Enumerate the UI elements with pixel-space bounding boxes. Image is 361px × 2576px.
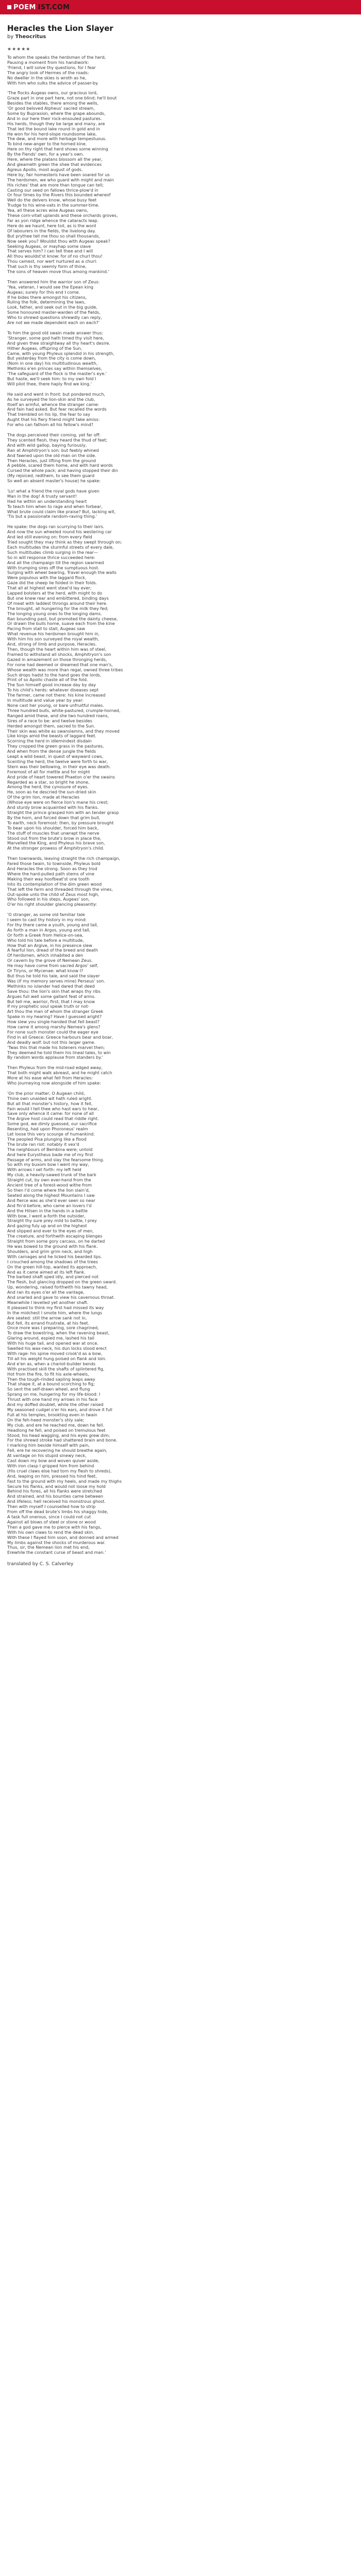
poem-line: The stuff of muscles that unwrapt the nerve: [7, 830, 100, 836]
poem-line: What revenue his herdsmen brought him in,: [7, 631, 100, 637]
poem-line: Regarded as a star, so bright he shone,: [7, 779, 90, 785]
poem-line: To bear upon his shoulder, forced him back,: [7, 825, 99, 831]
poem-line: Out-spoke unto the child of Zeus most high,: [7, 891, 100, 897]
poem-line: I seem to cast thy history in my mind:: [7, 917, 87, 923]
poem-line: And gleameth green the shee that evidences: [7, 162, 102, 167]
poem-line: To earth, neck foremost: then, by pressure brought: [7, 820, 114, 825]
poem-line: 'Yea, veteran, I would see the Epean king: [7, 284, 93, 290]
poem-line: Making their way hoofbeat'st one tooth: [7, 876, 90, 882]
poem-line: He won for his herd-slope roundsome lake,: [7, 131, 97, 137]
poem-line: Some god, we dimly guessed, our sacrifice: [7, 1121, 97, 1127]
poem-line: And deadly wolf: but not this larger game.: [7, 1039, 96, 1045]
poem-line: Are seated: still the arrow sank not in,: [7, 1315, 87, 1320]
poem-line: And gazing fuly up and on the highest: [7, 1223, 87, 1229]
poem-line: Then townwards, leaving straight the rich champaign,: [7, 856, 121, 861]
poem-line: Once more was I preparing, sore chagrined,: [7, 1325, 99, 1331]
poem-line: Are not we made dependent each on each?': [7, 320, 100, 326]
poem-line: Of herdsmen, which inhabited a den: [7, 953, 84, 958]
poem-line: For who can fathom all his fellow's mind?: [7, 422, 93, 428]
poem-line: Among the herd, the cynosure of eyes.: [7, 784, 89, 790]
poem-line: Ran bounding past, but promoted the dainty cheese,: [7, 616, 118, 621]
poem-line: Straight thy sure prey mild to battle, I prey: [7, 1218, 97, 1224]
poem-line: Up, wondering, raised forthwith his tawny head,: [7, 1284, 108, 1290]
poem-line: To bind new-anger to the horned kine.: [7, 141, 87, 147]
logo-square-icon: [7, 5, 11, 9]
poem-line: Seated along the highest Mountains I saw: [7, 1192, 95, 1198]
poem-line: The longing young ones to the longing dams.: [7, 611, 102, 616]
poem-line: But tell me, warrior, first, that I may know: [7, 998, 95, 1004]
poem-line: The barbed shaft sped idly, and pierced not: [7, 1274, 99, 1280]
poem-line: Fell, ere he recovering he should breathe again,: [7, 1448, 108, 1453]
poem-line: To draw the bowstring, when the ravening beast,: [7, 1330, 110, 1336]
poem-line: They scented flesh, they heard the thud of feet;: [7, 437, 108, 443]
poem-line: At vantage on his stupid sinewy neck,: [7, 1453, 87, 1459]
poem-line: Framed to withstand all shocks, Amphitryon's son: [7, 651, 111, 657]
poem-line: My club, a heavily-sawed trunk of the bark: [7, 1172, 96, 1178]
poem-line: The neighbours of Bembina were; untold: [7, 1146, 93, 1152]
poem-line: Behind his fores, all his flanks were stretched: [7, 1488, 102, 1494]
site-header: [0, 0, 361, 14]
poem-line: Swelled his wax-neck, his dun locks stood erect: [7, 1346, 107, 1351]
poem-line: Now seek you? Wouldst thou with Augeas speak?: [7, 238, 110, 244]
poem-line: Ran at Amphitryon's son: but feebly whined: [7, 447, 99, 453]
poem-line: The dogs perceived their coming, yet far off:: [7, 432, 101, 437]
poem-line: Some honoured master-warden of the fields,: [7, 310, 101, 315]
poem-line: With his own claws to rend the dead skin.: [7, 1529, 94, 1535]
poem-line: Of the grim lion, made at Heracles: [7, 794, 80, 800]
poem-line: Far as yon ridge whence the cataracts leap.: [7, 217, 99, 223]
poem-line: Or Tiryns, or Mycenae: what know I?: [7, 968, 84, 974]
poem-line: Thrust with one hand my arrows in his face: [7, 1397, 98, 1402]
poem-line: If he bides there amongst his citizens,: [7, 294, 87, 300]
poem-line: All thou wouldst'st know: for of no churl thou!: [7, 253, 103, 259]
poem-line: With carnages and he licked his bearded lips.: [7, 1253, 102, 1259]
poem-line: So with my buxom bow I went my way,: [7, 1162, 89, 1167]
poem-line: These corn-vitall uplands and these orchards groves,: [7, 213, 118, 218]
poem-line: Where the hard-pulled path stems of vine: [7, 871, 94, 876]
poem-line: My limbs against the shocks of murderous war.: [7, 1539, 106, 1545]
poem-line: Then, though the heart within him was of steel,: [7, 647, 107, 652]
poem-line: That led the bound lake round in gold and in: [7, 126, 101, 131]
poem-line: Aught that his fiery friend might take amiss:: [7, 417, 100, 422]
poem-line: Headlong he fell, and poised on tremulous feet: [7, 1427, 106, 1433]
poem-line: On the green hill-top, wanted its approach,: [7, 1264, 97, 1269]
poem-line: Sprang on me, hungering for my life-blood: I: [7, 1392, 101, 1397]
poem-line: How that an Argive, in his presence slew: [7, 942, 92, 948]
poem-line: With arrows I set forth: my left held: [7, 1167, 81, 1173]
poem-line: I crouched among the shadows of the trees: [7, 1259, 98, 1264]
poem-line: Surging with wheel bearing, Travel enough the walls: [7, 570, 117, 575]
poem-line: Will pilot thee, there haply find we king.': [7, 381, 92, 386]
poem-line: Methinks e'en princes say within themselves,: [7, 366, 102, 371]
poem-line: If my prophetic soul speak truth or not-: [7, 1004, 90, 1009]
poem-line: And when from the dense jungle the fields: [7, 749, 96, 754]
poem-line: And snarled and gave to view his cavernous throat.: [7, 1295, 115, 1300]
poem-line: Man in the dog! A trusty servant!: [7, 493, 77, 499]
poem-line: Or cavern by the grove of Nemean Zeus.: [7, 958, 93, 963]
poem-line: By random words applause from standers by.': [7, 1055, 103, 1060]
poem-line: Well do the delvers know, whose busy feet: [7, 197, 97, 203]
poem-line: Or forth a Greek from Helice-on-sea,: [7, 932, 84, 938]
poem-line: Shoulders, and grim grim neck, and high: [7, 1248, 93, 1254]
poem-line: The creature, and forthwith escaping blenges: [7, 1233, 103, 1239]
poem-line: Glaring around, espied me, lashed his tail: [7, 1335, 94, 1341]
poem-line: Thus, sir, the Nemean lion met his end,: [7, 1545, 90, 1550]
poem-line: Here, where the platans blossom all the year,: [7, 157, 103, 162]
poem-line: (Whose eye were on fierce lion's mane his crest;: [7, 800, 109, 805]
poem-line: For the shrewd stroke had shattered brain and bone.: [7, 1437, 118, 1443]
poem-line: But all that monster's history, how it fell,: [7, 1100, 93, 1106]
poem-line: To his child's herds: whatever diseases sept: [7, 687, 99, 693]
poem-line: With him who sulks the advice of passer-by.: [7, 80, 99, 86]
poem-line: Of meat with laddest throngs around their here.: [7, 600, 108, 606]
poem-line: Three hundred bulls, white-pastured, crumple-horned,: [7, 707, 121, 713]
poem-line: Straight cut, by own ever-hand from the: [7, 1177, 91, 1183]
poem-line: Graze part in one part here, not one blind; he'll bout: [7, 95, 117, 101]
poem-line: Who told his tale before a multitude,: [7, 937, 84, 943]
poem-line: Had he within an understanding heart: [7, 498, 87, 504]
poem-line: Some by Buprasion, where the grape abounds,: [7, 110, 106, 116]
poem-line: Fared those twain, to townside, Phyleus bold: [7, 861, 101, 867]
poem-line: 'Friend, I will solve thy questions, for I fear: [7, 64, 96, 70]
poem-line: Thine own unaided wit hath ruled aright.: [7, 1095, 93, 1101]
poem-line: Stood out from the brute's brow in place the,: [7, 835, 102, 841]
poem-line: (Nom in one day) his multitudinous wealth,: [7, 361, 98, 366]
poem-line: He may have come from sacred Argos' self,: [7, 963, 99, 969]
poem-line: And my doffed doublet, while the other raised: [7, 1402, 104, 1408]
poem-line: Let loose this very scourge of humankind.: [7, 1131, 95, 1137]
poem-line: So sent the self-drawn wheel, and flung: [7, 1386, 90, 1392]
poem-line: Cast down my bow and woven quiver aside,: [7, 1458, 100, 1464]
poem-line: Sires of a race to be: and twelve besides: [7, 718, 92, 723]
poem-line: 'The flocks Augeas owns, our gracious lord,: [7, 90, 98, 96]
poem-line: With rage: his spine moved crook'd as a bow,: [7, 1351, 103, 1357]
poem-line: Of labourers in the fields, the livelong day.: [7, 228, 96, 233]
poem-line: 'Twas this that made his listeners marvel then;: [7, 1044, 105, 1050]
poem-line: Resenting, had upon Phoroneus' realm: [7, 1126, 88, 1132]
poem-line: Such multitudes climb surging in the rear—: [7, 549, 98, 555]
poem-line: Hot from the fire, to fit his axle-wheels,: [7, 1371, 89, 1377]
poem-author-line: [7, 34, 354, 40]
poem-line: 'On the prior matter, O Augean child,: [7, 1090, 85, 1096]
logo-text-poem: POEM: [13, 3, 36, 11]
poem-line: The farmer, came not there: his kine increased: [7, 692, 106, 698]
poem-line: Gaze did the sheep lie folded in their folds.: [7, 580, 97, 586]
poem-line: His herds, though they be large and many, are: [7, 121, 105, 126]
poem-line: On the feh-heed monster's shly sale;: [7, 1417, 85, 1422]
poem-line: He was bowed to the ground with his flank.: [7, 1243, 98, 1249]
poem-line: Art thou the man of whom the stranger Greek: [7, 1009, 104, 1014]
poem-line: Or drawn the bulls home, suave each from the kine: [7, 621, 115, 626]
poem-line: They deemed he told them his lineal tales, to win: [7, 1049, 111, 1055]
poem-line: By the horn, and forced down that grim bull,: [7, 815, 101, 820]
poem-line: Or four times by the Rivers this bounded whereof: [7, 192, 111, 198]
poem-line: And fin'd before, who came an lovers I'd: [7, 1202, 92, 1208]
poem-line: Seeking Augeas, or mayhap some slave: [7, 243, 91, 249]
poem-line: Cursed the whole pack; and having stopped their din: [7, 468, 118, 473]
poem-line: And as it came aimed at its left flank.: [7, 1269, 86, 1275]
poem-line: Such drops hadst to the hand goes the lords,: [7, 672, 102, 677]
poem-line: (His cruel claws else had torn my flesh to shreds),: [7, 1468, 112, 1473]
poem-line: And, strong of limb and purpose, Heracles.: [7, 641, 97, 647]
poem-line: Meanwhile I levelled yet another shaft.: [7, 1299, 89, 1305]
poem-line: With practised skill the shafts of splintered fig,: [7, 1366, 105, 1371]
poem-line: To whom the speaks the herdsman of the herd,: [7, 55, 106, 60]
poem-line: The dew, and more with herbage tempestuous.: [7, 136, 107, 142]
poem-line: And pride of heart towered Phaeton o'er the swains: [7, 774, 115, 779]
poem-line: He spake: the dogs ran scurrying to their lairs.: [7, 524, 105, 530]
poem-line: But thus he told his tale, and said the slayer: [7, 973, 100, 978]
poem-line: And given thee straightway all thy heart's desire.: [7, 340, 110, 346]
poem-line: Methinks no islander had dared that deed: [7, 983, 95, 989]
poem-line: Tried sought they may think as they swept through on;: [7, 539, 122, 545]
poem-line: Whose wealth was more than regal, owned three tribes: [7, 667, 123, 672]
poem-line: Then with myself I counselled how to strip: [7, 1504, 96, 1510]
poem-line: To him the good old swain made answer thus:: [7, 330, 103, 335]
poem-line: For none had deemed or dreamed that one man's,: [7, 662, 113, 667]
poem-line: That left the farm and threaded through the vines,: [7, 886, 113, 892]
translator-credit: translated by C. S. Calverley: [7, 1562, 74, 1567]
poem-line: A fearful lion, dread of the breed and death: [7, 947, 99, 953]
poem-line: Stood, his head wagging, and his eyes grew dim;: [7, 1432, 110, 1438]
poem-line: And sturdy brow acquainted with his flanks.: [7, 805, 99, 810]
poem-line: 'Stranger, some god hath timed thy visit here,: [7, 335, 104, 341]
poem-line: Straight from some gory carcass, on he darted: [7, 1239, 105, 1244]
poem-title: Heracles the Lion Slayer: [7, 24, 113, 33]
poem-line: What brute could claim like praise? But, lacking wit,: [7, 509, 116, 514]
poem-line: But yesterday from the city is come down,: [7, 355, 96, 361]
poem-line: 'O stranger, as some old familiar tale: [7, 912, 85, 918]
poem-line: By the Fiends' own, for a year's own.: [7, 151, 84, 157]
poem-line: But fell, its errand frustrate, at his feet.: [7, 1320, 90, 1326]
poem-line: That trembled on his lip, the fear to say: [7, 412, 90, 417]
poem-line: For none such monster could the eager eye: [7, 1029, 99, 1035]
poem-line: Scorning the herd in idlemindest disdain: [7, 738, 92, 744]
poem-line: The angry look of Hermes of the roads:: [7, 70, 89, 75]
poem-line: Augeas; surely for this end I come.: [7, 289, 80, 295]
poem-line: With trumping sires off the sumptuous host.: [7, 565, 100, 570]
poem-line: Fain would I tell thee who hast ears to hear,: [7, 1106, 99, 1111]
poem-line: Lapped bolsters at the herd, with might to do: [7, 590, 103, 596]
poem-line: And Heracles the strong. Soon as they trod: [7, 866, 97, 871]
poem-line: And slipped and ever to the eyes of men,: [7, 1228, 94, 1234]
poem-line: Against all blows of steel or stone or wood: [7, 1519, 96, 1524]
poem-line: Pausing a moment from his handiwork:: [7, 59, 89, 65]
poem-line: His riches' that are more than tongue can tell;: [7, 182, 104, 188]
poem-line: And the Hilsen in the hands in a battle: [7, 1208, 88, 1213]
poem-line: No dweller in the skies is wroth as he,: [7, 75, 87, 80]
poem-line: Who followed in his steps, Augeas' son,: [7, 896, 90, 902]
poem-line: Straight the prince grasped him with an tender grasp: [7, 810, 119, 816]
poem-line: As forth a man in Argos, young and tall,: [7, 927, 91, 933]
poem-line: Itself an armful, whence the stranger came:: [7, 401, 100, 407]
poem-line: Ancient tree of a forest-wood withe from: [7, 1182, 92, 1188]
poem-line: Their skin was white as swanslamns, and they moved: [7, 728, 120, 734]
author-link[interactable]: Theocritus: [15, 34, 46, 40]
poem-line: Was (if my memory serves mine) Perseus' son.: [7, 978, 105, 984]
poem-line: Save thou: the lion's skin that wraps thy ribs: [7, 988, 101, 994]
poem-line: To teach him when to rage and when forbear,: [7, 503, 103, 509]
poem-line: And lifeless; hell received his monstrous ghost.: [7, 1499, 106, 1504]
poem-line: Hither Augeas, offspring of the Sun,: [7, 345, 83, 351]
poem-line: For thy there came a youth, young and tall,: [7, 922, 99, 927]
poem-line: Then Heracles, just lifting from the ground: [7, 457, 96, 463]
poem-line: Casting our seed on fallows thrice-plow'd in: [7, 187, 99, 193]
poem-line: The brute ran riot: notably it vex'd: [7, 1141, 79, 1147]
poem-line: More at his ease what fell from Heracles:: [7, 1075, 93, 1081]
poem-line: A pebble, scared them home, and with hard words: [7, 463, 113, 468]
poem-line: None cast her young, or bare unfruitful males.: [7, 702, 104, 708]
poem-line: Pacing from stall to stall, Augeas saw: [7, 626, 85, 632]
poem-line: Full at his temples, brookting even in twain: [7, 1412, 97, 1417]
poem-line: The flesh, but glancing dropped on the green sward.: [7, 1279, 117, 1285]
poem-line: Yea, all these acres wise Augeas owns,: [7, 208, 89, 213]
poem-line: In the midchest I smote him, where the lungs: [7, 1310, 103, 1315]
poem-line: With iron clasp I gripped him from behind: [7, 1463, 94, 1468]
poem-line: So well an absent master's house) he spake:: [7, 478, 101, 484]
poem-line: From off the dead brute's limbs his shaggy hide,: [7, 1509, 108, 1515]
poem-line: Erewhile the constant curse of beast and man.': [7, 1550, 106, 1555]
poem-line: Here on thy right that herd shows some winning: [7, 146, 108, 152]
poem-line: Ranged amid these, and she two hundred roans,: [7, 713, 109, 718]
poem-line: Besides the stables, there among the wells,: [7, 100, 99, 106]
poem-line: Trudge to his wine-vats in the summer-time.: [7, 202, 100, 208]
rating-stars: ★★★★★: [7, 47, 31, 52]
poem-line: With his huge tail, and opened war at once.: [7, 1341, 99, 1346]
poem-line: And fawned upon the old man on the side.: [7, 452, 96, 458]
poem-line: 'Lo! what a friend the royal gods have given: [7, 488, 100, 494]
poem-line: My seasoned cudgel o'er his ears, and drove it full: [7, 1406, 112, 1412]
poem-line: Then Phyleus from the mid-road edged away,: [7, 1065, 103, 1071]
poem-line: 'Tis but a passionate random-raving thing.': [7, 514, 97, 519]
poem-line: I marking him beside himself with pain,: [7, 1443, 90, 1448]
poem-line: Here do we haunt, here toil, as is the wont: [7, 223, 96, 228]
poem-line: Gazed in amazement on those thronging herds,: [7, 656, 107, 662]
poem-line: The Argive host could read that riddle right.: [7, 1116, 99, 1122]
poem-line: Then answered him the warrior son of Zeus:: [7, 279, 100, 284]
poem-line: And here Eurystheus bade me of my first: [7, 1151, 93, 1157]
poem-line: And now the sun wheeled round his westering car: [7, 529, 112, 535]
poem-line: Passage of arms, and slay the fearsome thing.: [7, 1157, 104, 1162]
poem-line: That serves him? I can tell thee and I will: [7, 248, 93, 254]
poem-line: They cropped the green grass in the pastures,: [7, 743, 104, 749]
site-logo[interactable]: [7, 4, 70, 11]
poem-line: But haste, we'll seek him: to my own fold I: [7, 376, 96, 382]
poem-body: [7, 55, 354, 1555]
poem-line: Who journeying now alongside of him spake:: [7, 1080, 101, 1086]
poem-line: And, leaping on him, pressed his hind feet,: [7, 1473, 97, 1479]
poem-line: And fierce was as she'd ever seen so near: [7, 1197, 95, 1203]
poem-line: Then a god gave me to pierce with his fangs,: [7, 1524, 102, 1530]
poem-line: Came, with young Phyleus splendid in his strength,: [7, 350, 114, 356]
poem-line: Secure his flanks, and would not loose my hold: [7, 1483, 106, 1489]
poem-line: 'Or good beloved Alpheus' sacred stream,: [7, 106, 95, 111]
poem-line: Ruling the folk, determining the laws,: [7, 299, 86, 305]
poem-line: Marvelled the King, and Phyleus his brave son,: [7, 840, 105, 846]
poem-line: And in our here their rock-ensouled pastures.: [7, 115, 102, 121]
poem-line: In multitude and value year by year:: [7, 698, 84, 703]
poem-line: As he surveyed the lion-skin and the club,: [7, 396, 95, 402]
poem-line: So then I'd come where the lion slain'd,: [7, 1188, 90, 1193]
poem-line: Save only whence it came: for none of all: [7, 1111, 94, 1116]
poem-line: Each multitudes the sturmful streets of every dale,: [7, 544, 114, 550]
poem-line: And strained, and his bounties came between: [7, 1494, 104, 1499]
poem-line: He, soon as he descried the sun-dried skin: [7, 789, 96, 795]
poem-line: That shape it, at a bound scorching to fig;: [7, 1381, 95, 1387]
poem-line: Print of so Apollo chaste all of the fold.: [7, 677, 88, 683]
poem-line: Foremost of all for mettle and for might: [7, 769, 90, 774]
poem-line: Spake in my hearing? Have I guessed aright?: [7, 1014, 102, 1020]
poem-line: The sons of heaven move thus among mankind.': [7, 269, 109, 275]
poem-line: Scenting the herd, the twelve were forth to war,: [7, 758, 108, 764]
poem-line: And all the champaign till the region swarmed: [7, 560, 104, 565]
poem-line: Who to shrewd questions shrewdly can reply,: [7, 315, 102, 320]
poem-line: Till all his weight hung poised on flank and loin.: [7, 1355, 107, 1361]
poem-content: [0, 14, 361, 1567]
poem-line: And with wild gallop, baying furiously,: [7, 442, 87, 448]
poem-line: (My rejoiced, redthem, to see them guard: [7, 473, 95, 479]
poem-line: Then the tough-rinded sapling leaps away: [7, 1376, 95, 1382]
poem-line: Fast to the ground with my heels, and made my thighs: [7, 1478, 122, 1484]
poem-line: And e'en as, when a chariot-builder bends: [7, 1361, 96, 1366]
poem-line: Were populous with the laggard flock,: [7, 575, 87, 581]
poem-line: How slew you single-handed that fell beast?: [7, 1019, 100, 1025]
poem-line: Here by, fair homesteris have been soared for us: [7, 172, 110, 177]
author-prefix: by: [7, 34, 14, 40]
poem-line: The brought, all hungering for the milk they fed;: [7, 605, 109, 611]
poem-line: He said and went in front: but pondered much,: [7, 391, 105, 397]
poem-line: But prythee tell me thou so shall thousands,: [7, 233, 100, 239]
poem-line: But one knew rear and embittered, binding days: [7, 595, 109, 601]
poem-line: Agreus Apollo, most august of gods.: [7, 166, 83, 172]
poem-line: So in will response thrice succeeded here:: [7, 554, 95, 560]
poem-line: Find in all Greece: Greece harbours bear and boar,: [7, 1034, 113, 1040]
poem-line: With these I flayed him soon, and donned and armed: [7, 1534, 119, 1540]
poem-line: Herded amongst them, sacred to the Sun.: [7, 723, 95, 728]
poem-line: And fain had asked. But fear recalled the words: [7, 406, 107, 412]
poem-line: The Sun himself good increase day by day: [7, 682, 96, 688]
poem-line: At the stronger prowess of Amphitryon's child.: [7, 845, 104, 851]
poem-line: That all at highest went steal'd lay ever;: [7, 585, 92, 591]
poem-line: How came it among marshy Nemea's glens?: [7, 1024, 101, 1030]
poem-line: And ran its eyes o'er all the vantage,: [7, 1290, 85, 1295]
poem-line: The herdsmen, we who guard with might and main: [7, 177, 114, 182]
poem-line: It pleased to think my first had missed its way: [7, 1304, 104, 1310]
poem-line: A task full onerous, since I could not cut: [7, 1514, 91, 1520]
poem-line: Leapt a wild beast, in quest of wayward cows,: [7, 754, 104, 759]
poem-line: With him his son surveyed the royal wealth,: [7, 636, 99, 642]
poem-line: My club, and ere he reached me, down he fell.: [7, 1422, 104, 1428]
logo-text-ist: IST.COM: [38, 3, 70, 11]
poem-line: That such is thy seemly form of thine,: [7, 264, 87, 269]
poem-line: With bow, I went a-forth the outsider,: [7, 1213, 86, 1218]
poem-line: O'er his right shoulder glancing pleasantly:: [7, 902, 97, 907]
poem-line: Thou camest, nor wert nurtured as a churl:: [7, 259, 97, 264]
poem-line: Into its contemplation of the dim green wood: [7, 881, 102, 887]
poem-line: And led still evening on: from every field: [7, 534, 92, 540]
poem-line: 'The safeguard of the flock is the master's eye.': [7, 371, 107, 377]
poem-line: That both might walk abreast, and he might catch: [7, 1070, 112, 1076]
poem-line: Argues full well some gallant feat of arms.: [7, 993, 96, 999]
poem-line: Look, father, and seek out in the big guide,: [7, 304, 97, 310]
poem-line: The peopled Pisa plunging like a flood: [7, 1136, 87, 1142]
poem-line: Stern was their bellowing, in their eye was death.: [7, 764, 111, 769]
poem-line: Like kings amid the beasts of laggard feet.: [7, 733, 96, 739]
